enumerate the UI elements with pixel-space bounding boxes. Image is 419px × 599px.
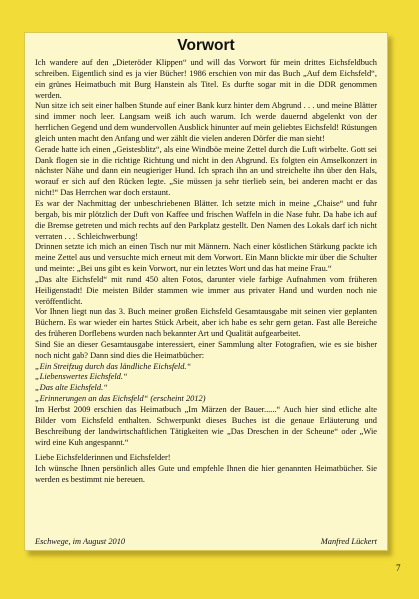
closing-paragraph: Ich wünsche Ihnen persönlich alles Gute und empfehle Ihnen die hier genannten Heimatbücher. Sie werden es bestimmt nie bereuen. [35,464,377,485]
paragraph: „Das alte Eichsfeld“ mit rund 450 alten Fotos, darunter viele farbige Aufnahmen vom früheren Heiligenstadt! Die meisten Bilder stammen wie immer aus privater Hand und wurden noch nie veröffentlicht. [35,274,377,306]
book-title: „Ein Streifzug durch das ländliche Eichsfeld.“ [35,361,192,371]
book-title: „Das alte Eichsfeld.“ [35,383,108,393]
author-name: Manfred Lückert [320,537,377,546]
page-title: Vorwort [177,37,235,54]
greeting: Liebe Eichsfelderinnen und Eichsfelder! [35,453,171,463]
paragraph: Drinnen setzte ich mich an einen Tisch nur mit Männern. Nach einer köstlichen Stärkung packte ich meine Zettel aus und versuchte mich erneut mit dem Vorwort. Ein Mann blickte mir über die Schulter und meinte: „Bei uns gibt es kein Vorwort, nur ein letztes Wort und das hat meine Frau.“ [35,242,377,274]
foreword-panel [24,32,388,551]
paragraph: Sind Sie an dieser Gesamtausgabe interessiert, einer Sammlung alter Fotografien, wie es sie bisher noch nicht gab? Dann sind dies die Heimatbücher: [35,339,377,360]
paragraph: Gerade hatte ich einen „Geistesblitz“, als eine Windböe meine Zettel durch die Luft wirbelte. Gott sei Dank flogen sie in die richtige Richtung und nicht in den Abgrund. Es folgten ein Amselkonzert in nächster Nähe und dann ein neugieriger Hund. Ich sprach ihn an und streichelte ihn über den Hals, worauf er sich auf den Rücken legte. „Sie müssen ja sehr tierlieb sein, bei anderen macht er das nicht!“ Das Herrchen war doch erstaunt. [35,144,377,198]
book-title: „Liebenswertes Eichsfeld.“ [35,372,128,382]
paragraph: Es war der Nachmittag der unbeschriebenen Blätter. Ich setzte mich in meine „Chaise“ und fuhr bergab, bis mir plötzlich der Duft von Kaffee und frischen Waffeln in die Nase fuhr. Da habe ich auf die Bremse getreten und mich rechts auf den Parkplatz gestellt. Den Namen des Lokals darf ich nicht verraten . . . Schleichwerbung! [35,198,377,241]
place-date: Eschwege, im August 2010 [35,537,126,546]
paragraph: Im Herbst 2009 erschien das Heimatbuch „Im Märzen der Bauer......“ Auch hier sind etliche alte Bilder vom Eichsfeld enthalten. Schwerpunkt dieses Buches ist die genaue Erläuterung und Beschreibung der landwirtschaftlichen Tätigkeiten wie „Das Dreschen in der Scheune“ oder „Wie wird eine Kuh angespannt.“ [35,405,377,447]
book-title: „Erinnerungen an das Eichsfeld“ (erscheint 2012) [35,394,206,404]
signature-line [35,537,377,546]
paragraph: Ich wandere auf den „Dieteröder Klippen“ und will das Vorwort für mein drittes Eichsfeldbuch schreiben. Eigentlich sind es ja vier Bücher! 1986 erschien von mir das Buch „Auf dem Eichsfeld“, ein grünes Heimatbuch mit Burg Hanstein als Titel. Es durfte sogar mit in die DDR genommen werden. [35,58,377,100]
paragraph: Vor Ihnen liegt nun das 3. Buch meiner großen Eichsfeld Gesamtausgabe mit seinen vier geplanten Büchern. Es war wieder ein hartes Stück Arbeit, aber ich habe es sehr gern getan. Fast alle Bereiche des früheren Dorflebens wurden nach bekannter Art und Qualität aufgearbeitet. [35,307,377,339]
foreword-text [35,58,377,486]
page-number: 7 [396,563,401,573]
paragraph: Nun sitze ich seit einer halben Stunde auf einer Bank kurz hinter dem Abgrund . . . und meine Blätter sind immer noch leer. Langsam weiß ich auch warum. Ich werde dauernd abgelenkt von der herrlichen Gegend und dem wundervollen Ausblick hinunter auf mein geliebtes Eichsfeld! Rüstungen gleich unten macht den Anfang und wer zählt die vielen anderen Dörfer die man sieht! [35,101,377,143]
